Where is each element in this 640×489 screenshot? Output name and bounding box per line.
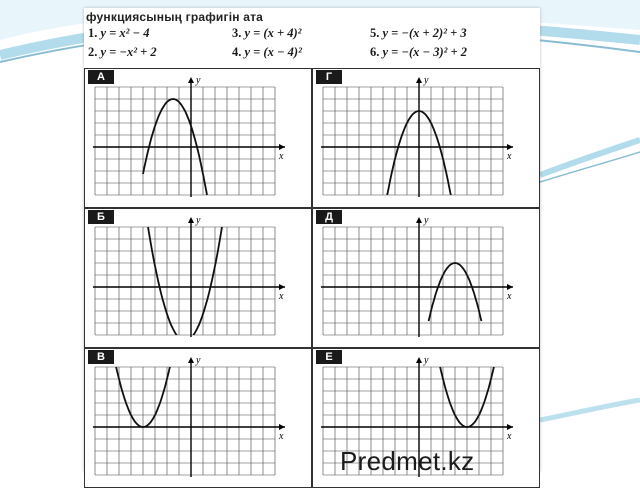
x-axis-label: x bbox=[507, 431, 512, 442]
equations-header bbox=[86, 8, 538, 68]
x-axis-arrow bbox=[507, 424, 513, 430]
graph-panel-a bbox=[84, 68, 312, 208]
x-axis-arrow bbox=[507, 284, 513, 290]
y-axis-label: y bbox=[196, 215, 201, 226]
graph-panel-g bbox=[312, 68, 540, 208]
worksheet bbox=[84, 8, 540, 472]
x-axis-label: x bbox=[507, 151, 512, 162]
graph-panel-d bbox=[312, 208, 540, 348]
graph-plot bbox=[85, 209, 313, 349]
y-axis-label: y bbox=[196, 75, 201, 86]
y-axis-arrow bbox=[416, 77, 422, 83]
y-axis-arrow bbox=[188, 217, 194, 223]
x-axis-label: x bbox=[279, 431, 284, 442]
x-axis-arrow bbox=[279, 424, 285, 430]
watermark-text: Predmet.kz bbox=[340, 446, 475, 476]
x-axis-arrow bbox=[507, 144, 513, 150]
graph-plot bbox=[313, 209, 541, 349]
x-axis-label: x bbox=[279, 291, 284, 302]
parabola-curve bbox=[143, 99, 229, 209]
x-axis-arrow bbox=[279, 284, 285, 290]
x-axis-label: x bbox=[507, 291, 512, 302]
y-axis-arrow bbox=[416, 217, 422, 223]
graph-plot bbox=[85, 349, 313, 489]
equation-2: 2. y = −x² + 2 bbox=[88, 45, 157, 59]
graph-label: Е bbox=[316, 350, 342, 364]
graph-label: В bbox=[88, 350, 114, 364]
y-axis-arrow bbox=[188, 77, 194, 83]
equation-1: 1. y = x² − 4 bbox=[88, 26, 150, 40]
equation-3: 3. y = (x + 4)² bbox=[232, 26, 302, 40]
x-axis-arrow bbox=[279, 144, 285, 150]
equation-6: 6. y = −(x − 3)² + 2 bbox=[370, 45, 468, 59]
y-axis-label: y bbox=[424, 75, 429, 86]
y-axis-label: y bbox=[196, 355, 201, 366]
graph-panel-b bbox=[84, 208, 312, 348]
graph-plot bbox=[85, 69, 313, 209]
equation-4: 4. y = (x − 4)² bbox=[232, 45, 302, 59]
worksheet-title: функциясының графигін ата bbox=[86, 10, 264, 24]
y-axis-label: y bbox=[424, 355, 429, 366]
graph-plot bbox=[313, 69, 541, 209]
graph-panels bbox=[84, 68, 540, 472]
y-axis-arrow bbox=[416, 357, 422, 363]
graph-label: Г bbox=[316, 70, 342, 84]
graph-panel-v bbox=[84, 348, 312, 488]
y-axis-label: y bbox=[424, 215, 429, 226]
graph-label: А bbox=[88, 70, 114, 84]
graph-label: Б bbox=[88, 210, 114, 224]
equation-5: 5. y = −(x + 2)² + 3 bbox=[370, 26, 467, 40]
graph-label: Д bbox=[316, 210, 342, 224]
y-axis-arrow bbox=[188, 357, 194, 363]
x-axis-label: x bbox=[279, 151, 284, 162]
